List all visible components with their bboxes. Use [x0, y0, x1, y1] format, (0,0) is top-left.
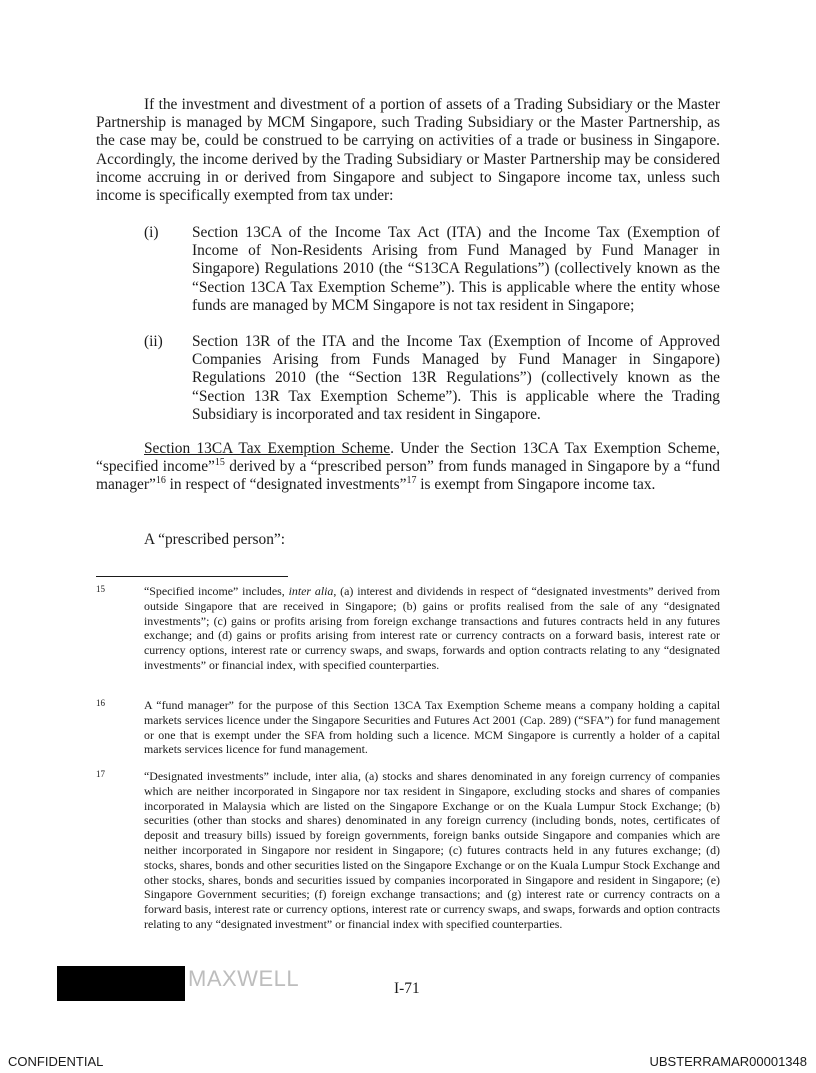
section-heading: Section 13CA Tax Exemption Scheme	[144, 440, 391, 457]
footnote-text-run: , (a) interest and dividends in respect of “designated investments” derived from outside Singapore that are received in Singapore; (b) gains or profits realised from the sale of any “designated investments”; (c) gains or profits arising from foreign exchange transactions and futures contracts held in any futures exchange; and (d) gains or profits arising from interest rate or currency contracts on a forward basis, interest rate or currency options, interest rate or currency swaps, and swaps, forwards and option contracts relating to any “designated investments” or financial index, with specified counterparties.	[144, 584, 720, 672]
text-run: is exempt from Singapore income tax.	[416, 476, 656, 494]
footnote-text-run: “Specified income” includes,	[144, 584, 289, 598]
footnote-17	[96, 769, 720, 932]
footnote-16	[96, 698, 720, 757]
paragraph-prescribed-person: A “prescribed person”:	[144, 531, 286, 548]
list-text: Section 13CA of the Income Tax Act (ITA) and the Income Tax (Exemption of Income of Non-Residents Arising from Fund Managed by Fund Manager in Singapore) Regulations 2010 (the “S13CA Regulations”) (collectively known as the “Section 13CA Tax Exemption Scheme”). This is applicable where the entity whose funds are managed by MCM Singapore is not tax resident in Singapore;	[192, 224, 720, 314]
footnote-number: 15	[96, 584, 105, 594]
list-item-i	[144, 224, 720, 315]
text-run: . Under the Section 13CA Tax Exemption Scheme, “specified income”	[96, 440, 721, 476]
list-number: (ii)	[144, 333, 163, 350]
list-item-ii	[144, 333, 720, 424]
footnote-text	[144, 584, 720, 673]
maxwell-logo: MAXWELL	[188, 966, 300, 991]
confidential-label: CONFIDENTIAL	[8, 1054, 104, 1069]
footnote-number: 16	[96, 698, 105, 708]
footnote-divider	[96, 576, 288, 577]
footnote-ref-17: 17	[406, 475, 417, 487]
list-text: Section 13R of the ITA and the Income Tax (Exemption of Income of Approved Companies Arising from Funds Managed by Fund Manager in Singapore) Regulations 2010 (the “Section 13R Regulations”) (collectively known as the “Section 13R Tax Exemption Scheme”). This is applicable where the Trading Subsidiary is incorporated and tax resident in Singapore.	[192, 333, 720, 423]
footnote-ref-16: 16	[155, 475, 166, 487]
page-number: I-71	[394, 980, 420, 997]
footnote-ref-15: 15	[214, 457, 225, 469]
paragraph-intro: If the investment and divestment of a portion of assets of a Trading Subsidiary or the Master Partnership is managed by MCM Singapore, such Trading Subsidiary or the Master Partnership, as the case may be, could be construed to be carrying on activities of a trade or business in Singapore. Accordingly, the income derived by the Trading Subsidiary or Master Partnership may be considered income accruing in or derived from Singapore and subject to Singapore income tax, unless such income is specifically exempted from tax under:	[96, 96, 720, 205]
bates-number: UBSTERRAMAR00001348	[649, 1054, 807, 1069]
text-run: in respect of “designated investments”	[165, 476, 407, 494]
redaction-box	[57, 966, 185, 1001]
list-number: (i)	[144, 224, 159, 241]
footnote-text: A “fund manager” for the purpose of this Section 13CA Tax Exemption Scheme means a company holding a capital markets services licence under the Singapore Securities and Futures Act 2001 (Cap. 289) (“SFA”) for fund management or one that is exempt under the SFA from holding such a licence. MCM Singapore is currently a holder of a capital markets services licence for fund management.	[144, 698, 720, 757]
paragraph-section-13ca	[96, 440, 720, 495]
footnote-italic: inter alia	[288, 584, 334, 598]
footnote-text: “Designated investments” include, inter alia, (a) stocks and shares denominated in any foreign currency of companies which are neither incorporated in Singapore nor tax resident in Singapore, excluding stocks and shares of companies incorporated in Malaysia which are listed on the Singapore Exchange or on the Kuala Lumpur Stock Exchange; (b) securities (other than stocks and shares) denominated in any foreign currency (including bonds, notes, certificates of deposit and treasury bills) issued by foreign governments, foreign banks outside Singapore and companies which are neither incorporated in Singapore nor resident in Singapore; (c) futures contracts held in any futures exchange; (d) stocks, shares, bonds and other securities listed on the Singapore Exchange or on the Kuala Lumpur Stock Exchange and other stocks, shares, bonds and securities issued by companies incorporated in Singapore and resident in Singapore; (e) Singapore Government securities; (f) foreign exchange transactions; and (g) interest rate or currency contracts on a forward basis, interest rate or currency options, interest rate or currency swaps, and swaps, forwards and option contracts relating to any “designated investment” or financial index with specified counterparties.	[144, 769, 720, 931]
footnote-15	[96, 584, 720, 673]
footnote-number: 17	[96, 769, 105, 779]
text-run: derived by a “prescribed person” from funds managed in Singapore by a “fund manager”	[96, 458, 720, 494]
